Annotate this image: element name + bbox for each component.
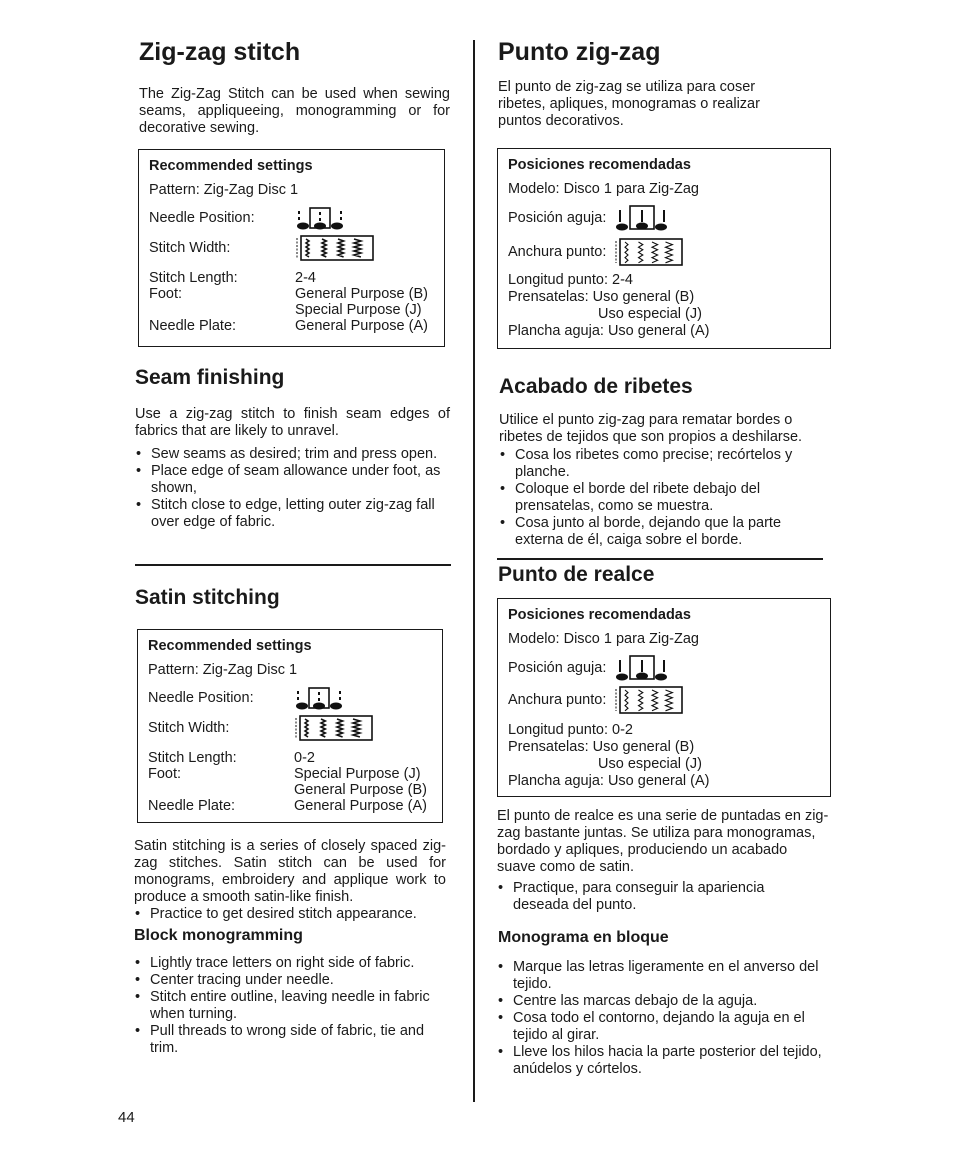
satin-settings-box	[137, 629, 443, 823]
satin-stitching-body: Satin stitching is a series of closely spaced zig-zag stitches. Satin stitch can be used for monograms, embroidery and applique work to produce a smooth satin-like finish.	[134, 838, 446, 905]
foot-label: Foot:	[148, 766, 182, 782]
block-monogramming-list	[134, 955, 445, 1057]
stitch-length-label: Stitch Length:	[149, 270, 238, 286]
box-title: Posiciones recomendadas	[508, 157, 691, 173]
needle-plate-label: Needle Plate:	[149, 318, 237, 334]
page-number: 44	[118, 1109, 135, 1126]
list-item: • Marque las letras ligeramente en el anverso del tejido.	[497, 959, 831, 993]
pattern-setting: Modelo: Disco 1 para Zig-Zag	[508, 181, 699, 197]
stitch-width-label: Anchura punto:	[508, 244, 607, 260]
needle-position-icon	[295, 205, 355, 231]
list-item: • Cosa todo el contorno, dejando la aguja en el tejido al girar.	[497, 1010, 831, 1044]
box-title: Recommended settings	[149, 158, 313, 174]
needle-position-label: Posición aguja:	[508, 660, 607, 676]
list-item: • Lleve los hilos hacia la parte posterior del tejido, anúdelos y córtelos.	[497, 1044, 831, 1078]
punto-zigzag-title: Punto zig-zag	[498, 38, 661, 66]
list-item: • Place edge of seam allowance under foot, as shown,	[135, 463, 448, 497]
pattern-setting: Pattern: Zig-Zag Disc 1	[149, 182, 299, 198]
zigzag-settings-box	[138, 149, 445, 347]
needle-position-label: Needle Position:	[149, 210, 255, 226]
stitch-width-icon	[614, 238, 684, 266]
stitch-width-label: Stitch Width:	[149, 240, 231, 256]
foot-value: Special Purpose (J)	[295, 302, 422, 318]
list-item: • Practice to get desired stitch appearance.	[134, 906, 448, 923]
needle-position-icon	[614, 204, 676, 232]
punto-zigzag-settings-box	[497, 148, 831, 349]
needle-plate-value: General Purpose (A)	[295, 318, 428, 334]
zigzag-intro: The Zig-Zag Stitch can be used when sewing seams, appliqueeing, monogramming or for decorative sewing.	[139, 86, 450, 136]
satin-stitching-title: Satin stitching	[135, 586, 280, 609]
list-item: • Sew seams as desired; trim and press open.	[135, 446, 448, 463]
foot-setting: Prensatelas: Uso general (B)	[508, 739, 695, 755]
stitch-length-setting: Longitud punto: 0-2	[508, 722, 633, 738]
section-divider	[135, 564, 451, 566]
stitch-width-icon	[614, 686, 684, 714]
punto-realce-body: El punto de realce es una serie de puntadas en zig-zag bastante juntas. Se utiliza para monogramas, bordado y apliques, produciendo un acabado suave como de satin.	[497, 808, 829, 875]
seam-finishing-list	[135, 446, 448, 531]
foot-value: Special Purpose (J)	[294, 766, 421, 782]
plate-setting: Plancha aguja: Uso general (A)	[508, 323, 710, 339]
acabado-intro: Utilice el punto zig-zag para rematar bordes o ribetes de tejidos que son propios a deshilarse.	[499, 412, 803, 445]
punto-realce-list	[497, 880, 797, 914]
acabado-title: Acabado de ribetes	[499, 375, 693, 398]
stitch-width-label: Anchura punto:	[508, 692, 607, 708]
column-divider	[473, 40, 475, 1102]
list-item: • Center tracing under needle.	[134, 972, 445, 989]
needle-position-icon	[294, 685, 354, 711]
seam-finishing-intro: Use a zig-zag stitch to finish seam edges of fabrics that are likely to unravel.	[135, 406, 450, 439]
list-item: • Coloque el borde del ribete debajo del prensatelas, como se muestra.	[499, 481, 821, 515]
punto-realce-title: Punto de realce	[498, 563, 655, 586]
foot-value: General Purpose (B)	[295, 286, 428, 302]
stitch-length-value: 0-2	[294, 750, 315, 766]
list-item: • Centre las marcas debajo de la aguja.	[497, 993, 831, 1010]
foot-label: Foot:	[149, 286, 183, 302]
punto-realce-settings-box	[497, 598, 831, 797]
list-item: • Cosa los ribetes como precise; recórtelos y planche.	[499, 447, 821, 481]
plate-setting: Plancha aguja: Uso general (A)	[508, 773, 710, 789]
stitch-length-value: 2-4	[295, 270, 316, 286]
stitch-length-setting: Longitud punto: 2-4	[508, 272, 633, 288]
pattern-setting: Modelo: Disco 1 para Zig-Zag	[508, 631, 699, 647]
list-item: • Lightly trace letters on right side of fabric.	[134, 955, 445, 972]
list-item: • Stitch entire outline, leaving needle in fabric when turning.	[134, 989, 445, 1023]
needle-plate-value: General Purpose (A)	[294, 798, 427, 814]
list-item: • Pull threads to wrong side of fabric, tie and trim.	[134, 1023, 445, 1057]
needle-plate-label: Needle Plate:	[148, 798, 236, 814]
punto-zigzag-intro: El punto de zig-zag se utiliza para coser ribetes, apliques, monogramas o realizar puntos decorativos.	[498, 79, 760, 129]
zigzag-title: Zig-zag stitch	[139, 38, 301, 66]
monograma-bloque-title: Monograma en bloque	[498, 929, 669, 946]
stitch-width-icon	[295, 235, 375, 261]
satin-stitching-list	[134, 906, 448, 923]
box-title: Posiciones recomendadas	[508, 607, 691, 623]
foot-setting: Uso especial (J)	[598, 306, 702, 322]
box-title: Recommended settings	[148, 638, 312, 654]
needle-position-icon	[614, 654, 676, 682]
pattern-setting: Pattern: Zig-Zag Disc 1	[148, 662, 298, 678]
list-item: • Practique, para conseguir la apariencia deseada del punto.	[497, 880, 797, 914]
foot-setting: Prensatelas: Uso general (B)	[508, 289, 695, 305]
stitch-length-label: Stitch Length:	[148, 750, 237, 766]
block-monogramming-title: Block monogramming	[134, 927, 303, 944]
acabado-list	[499, 447, 821, 549]
foot-value: General Purpose (B)	[294, 782, 427, 798]
seam-finishing-title: Seam finishing	[135, 366, 285, 389]
list-item: • Stitch close to edge, letting outer zig-zag fall over edge of fabric.	[135, 497, 448, 531]
section-divider	[497, 558, 823, 560]
foot-setting: Uso especial (J)	[598, 756, 702, 772]
list-item: • Cosa junto al borde, dejando que la parte externa de él, caiga sobre el borde.	[499, 515, 821, 549]
stitch-width-icon	[294, 715, 374, 741]
stitch-width-label: Stitch Width:	[148, 720, 230, 736]
needle-position-label: Needle Position:	[148, 690, 254, 706]
monograma-bloque-list	[497, 959, 831, 1078]
needle-position-label: Posición aguja:	[508, 210, 607, 226]
